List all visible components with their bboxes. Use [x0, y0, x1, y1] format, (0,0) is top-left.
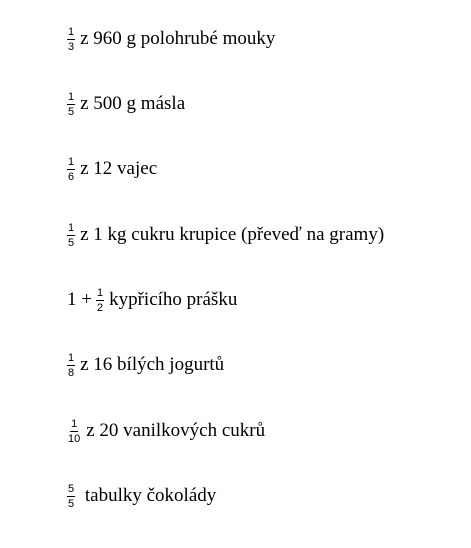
item-text: tabulky čokolády	[80, 485, 217, 506]
fraction	[67, 91, 75, 118]
fraction-denominator: 6	[68, 170, 75, 183]
fraction-numerator: 1	[68, 351, 75, 364]
fraction	[67, 483, 75, 510]
item-text: z 20 vanilkových cukrů	[86, 420, 266, 441]
list-item	[67, 413, 265, 449]
fraction	[67, 222, 75, 249]
fraction-denominator: 3	[68, 40, 75, 53]
list-item	[67, 282, 237, 318]
fraction-denominator: 2	[96, 301, 104, 314]
list-item	[67, 347, 224, 383]
item-prefix: 1 +	[67, 289, 92, 310]
list-item	[67, 86, 185, 122]
item-text: z 1 kg cukru krupice (převeď na gramy)	[80, 224, 385, 245]
fraction-numerator: 1	[68, 90, 75, 103]
fraction	[67, 352, 75, 379]
fraction	[96, 287, 104, 314]
fraction-numerator: 1	[68, 25, 75, 38]
item-text: z 500 g másla	[80, 93, 186, 114]
fraction	[67, 418, 81, 445]
fraction-numerator: 1	[68, 155, 75, 168]
fraction-numerator: 5	[68, 482, 75, 495]
fraction-denominator: 5	[68, 236, 75, 249]
fraction-denominator: 10	[68, 432, 81, 445]
fraction-denominator: 5	[68, 497, 75, 510]
fraction	[67, 156, 75, 183]
fraction-denominator: 5	[68, 105, 75, 118]
list-item	[67, 478, 216, 514]
item-text: z 960 g polohrubé mouky	[80, 28, 276, 49]
fraction-denominator: 8	[68, 366, 75, 379]
fraction-numerator: 1	[71, 417, 78, 430]
item-text: kypřicího prášku	[109, 289, 238, 310]
item-text: z 16 bílých jogurtů	[80, 354, 225, 375]
fraction	[67, 26, 75, 53]
list-item	[67, 217, 384, 253]
list-item	[67, 151, 157, 187]
fraction-numerator: 1	[68, 221, 75, 234]
item-text: z 12 vajec	[80, 158, 158, 179]
list-item	[67, 21, 275, 57]
fraction-numerator: 1	[96, 286, 104, 299]
